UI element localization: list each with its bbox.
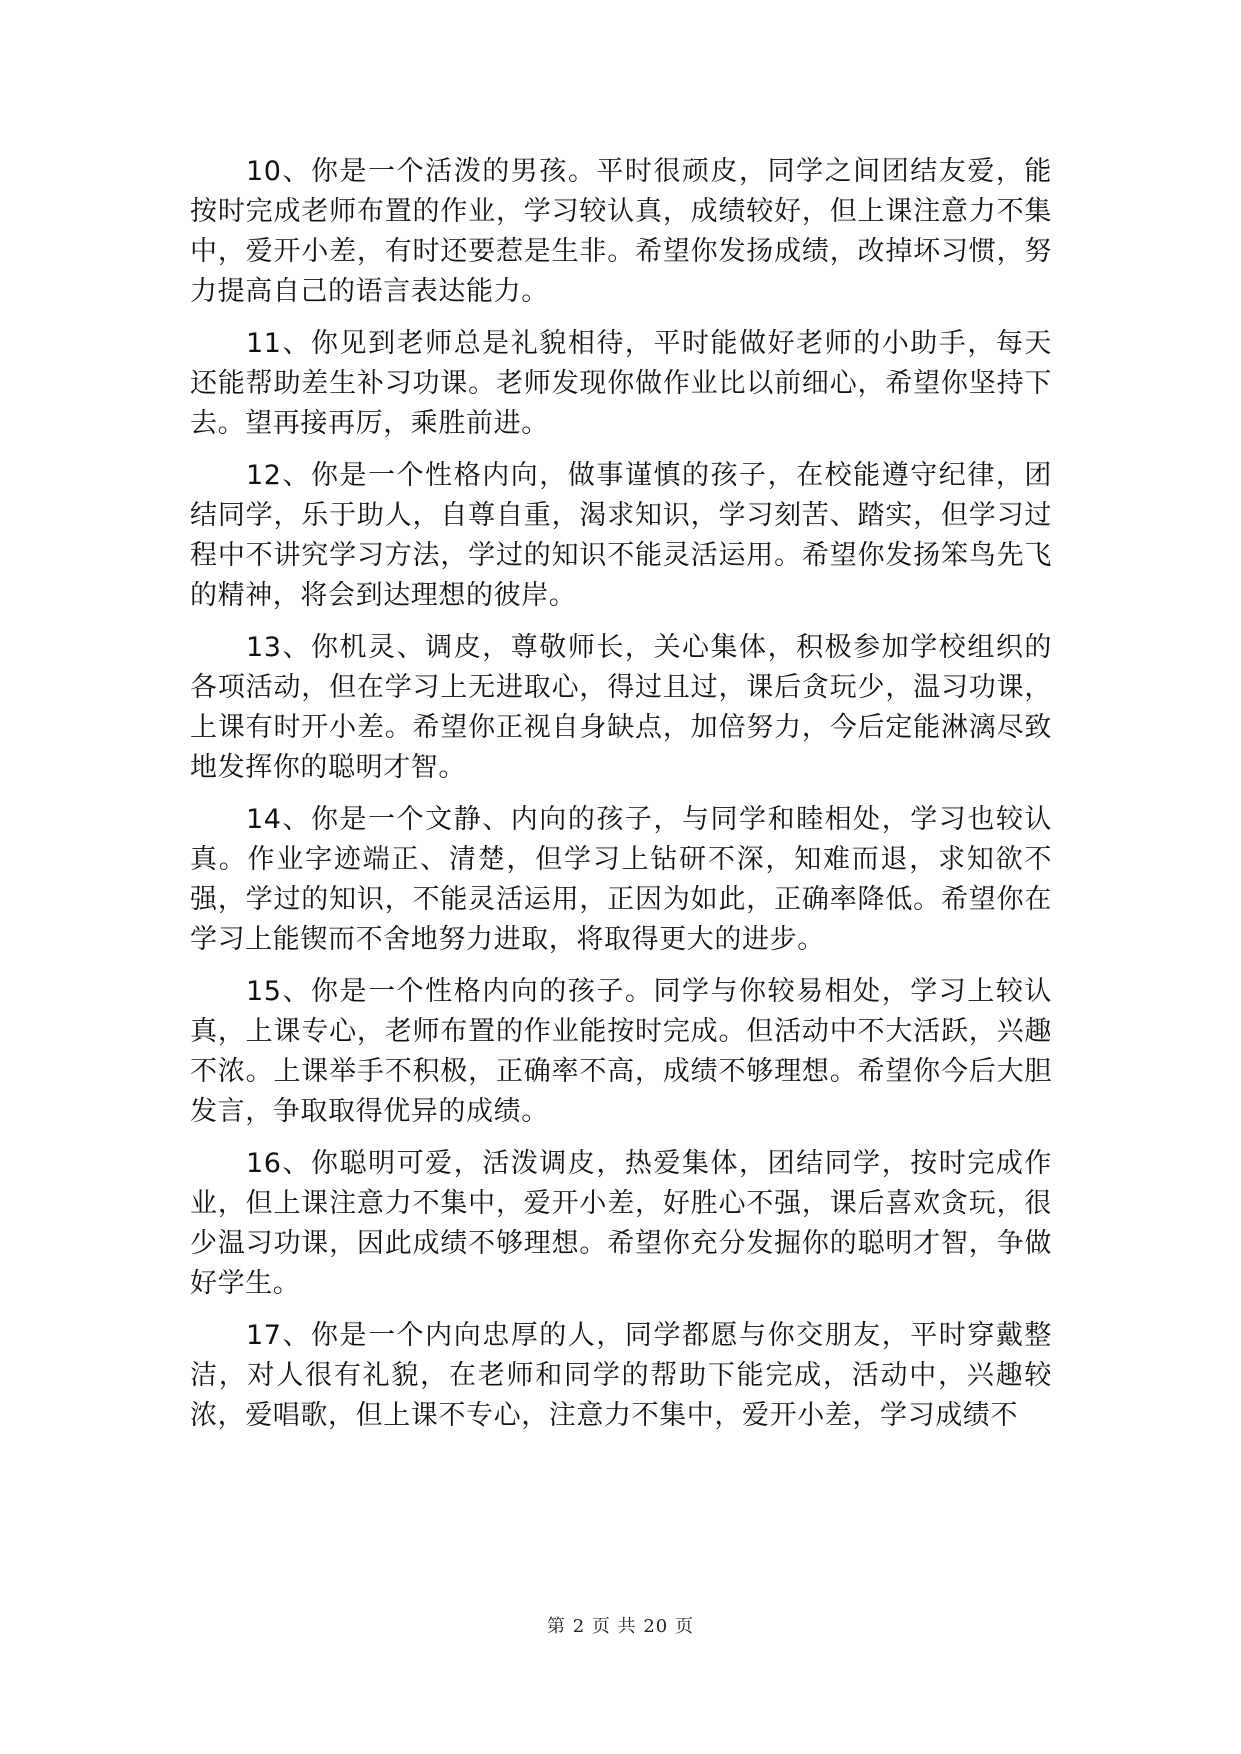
page-number-footer: 第 2 页 共 20 页 <box>547 1616 694 1637</box>
paragraph-13: 13、你机灵、调皮，尊敬师长，关心集体，积极参加学校组织的各项活动，但在学习上无进取心，得过且过，课后贪玩少，温习功课，上课有时开小差。希望你正视自身缺点，加倍努力，今后定能淋漓尽致地发挥你的聪明才智。 <box>190 632 1052 783</box>
paragraph-12: 12、你是一个性格内向，做事谨慎的孩子，在校能遵守纪律，团结同学，乐于助人，自尊自重，渴求知识，学习刻苦、踏实，但学习过程中不讲究学习方法，学过的知识不能灵活运用。希望你发扬笨鸟先飞的精神，将会到达理想的彼岸。 <box>190 460 1052 611</box>
paragraph-10: 10、你是一个活泼的男孩。平时很顽皮，同学之间团结友爱，能按时完成老师布置的作业，学习较认真，成绩较好，但上课注意力不集中，爱开小差，有时还要惹是生非。希望你发扬成绩，改掉坏习惯，努力提高自己的语言表达能力。 <box>190 156 1052 307</box>
paragraph-16: 16、你聪明可爱，活泼调皮，热爱集体，团结同学，按时完成作业，但上课注意力不集中，爱开小差，好胜心不强，课后喜欢贪玩，很少温习功课，因此成绩不够理想。希望你充分发掘你的聪明才智，争做好学生。 <box>190 1148 1052 1299</box>
paragraph-14: 14、你是一个文静、内向的孩子，与同学和睦相处，学习也较认真。作业字迹端正、清楚，但学习上钻研不深，知难而退，求知欲不强，学过的知识，不能灵活运用，正因为如此，正确率降低。希望你在学习上能锲而不舍地努力进取，将取得更大的进步。 <box>190 804 1052 955</box>
paragraph-15: 15、你是一个性格内向的孩子。同学与你较易相处，学习上较认真，上课专心，老师布置的作业能按时完成。但活动中不大活跃，兴趣不浓。上课举手不积极，正确率不高，成绩不够理想。希望你今后大胆发言，争取取得优异的成绩。 <box>190 976 1052 1127</box>
document-body <box>190 152 1052 1448</box>
paragraph-11: 11、你见到老师总是礼貌相待，平时能做好老师的小助手，每天还能帮助差生补习功课。老师发现你做作业比以前细心，希望你坚持下去。望再接再厉，乘胜前进。 <box>190 328 1052 439</box>
paragraph-17: 17、你是一个内向忠厚的人，同学都愿与你交朋友，平时穿戴整洁，对人很有礼貌，在老师和同学的帮助下能完成，活动中，兴趣较浓，爱唱歌，但上课不专心，注意力不集中，爱开小差，学习成绩不 <box>190 1320 1052 1431</box>
